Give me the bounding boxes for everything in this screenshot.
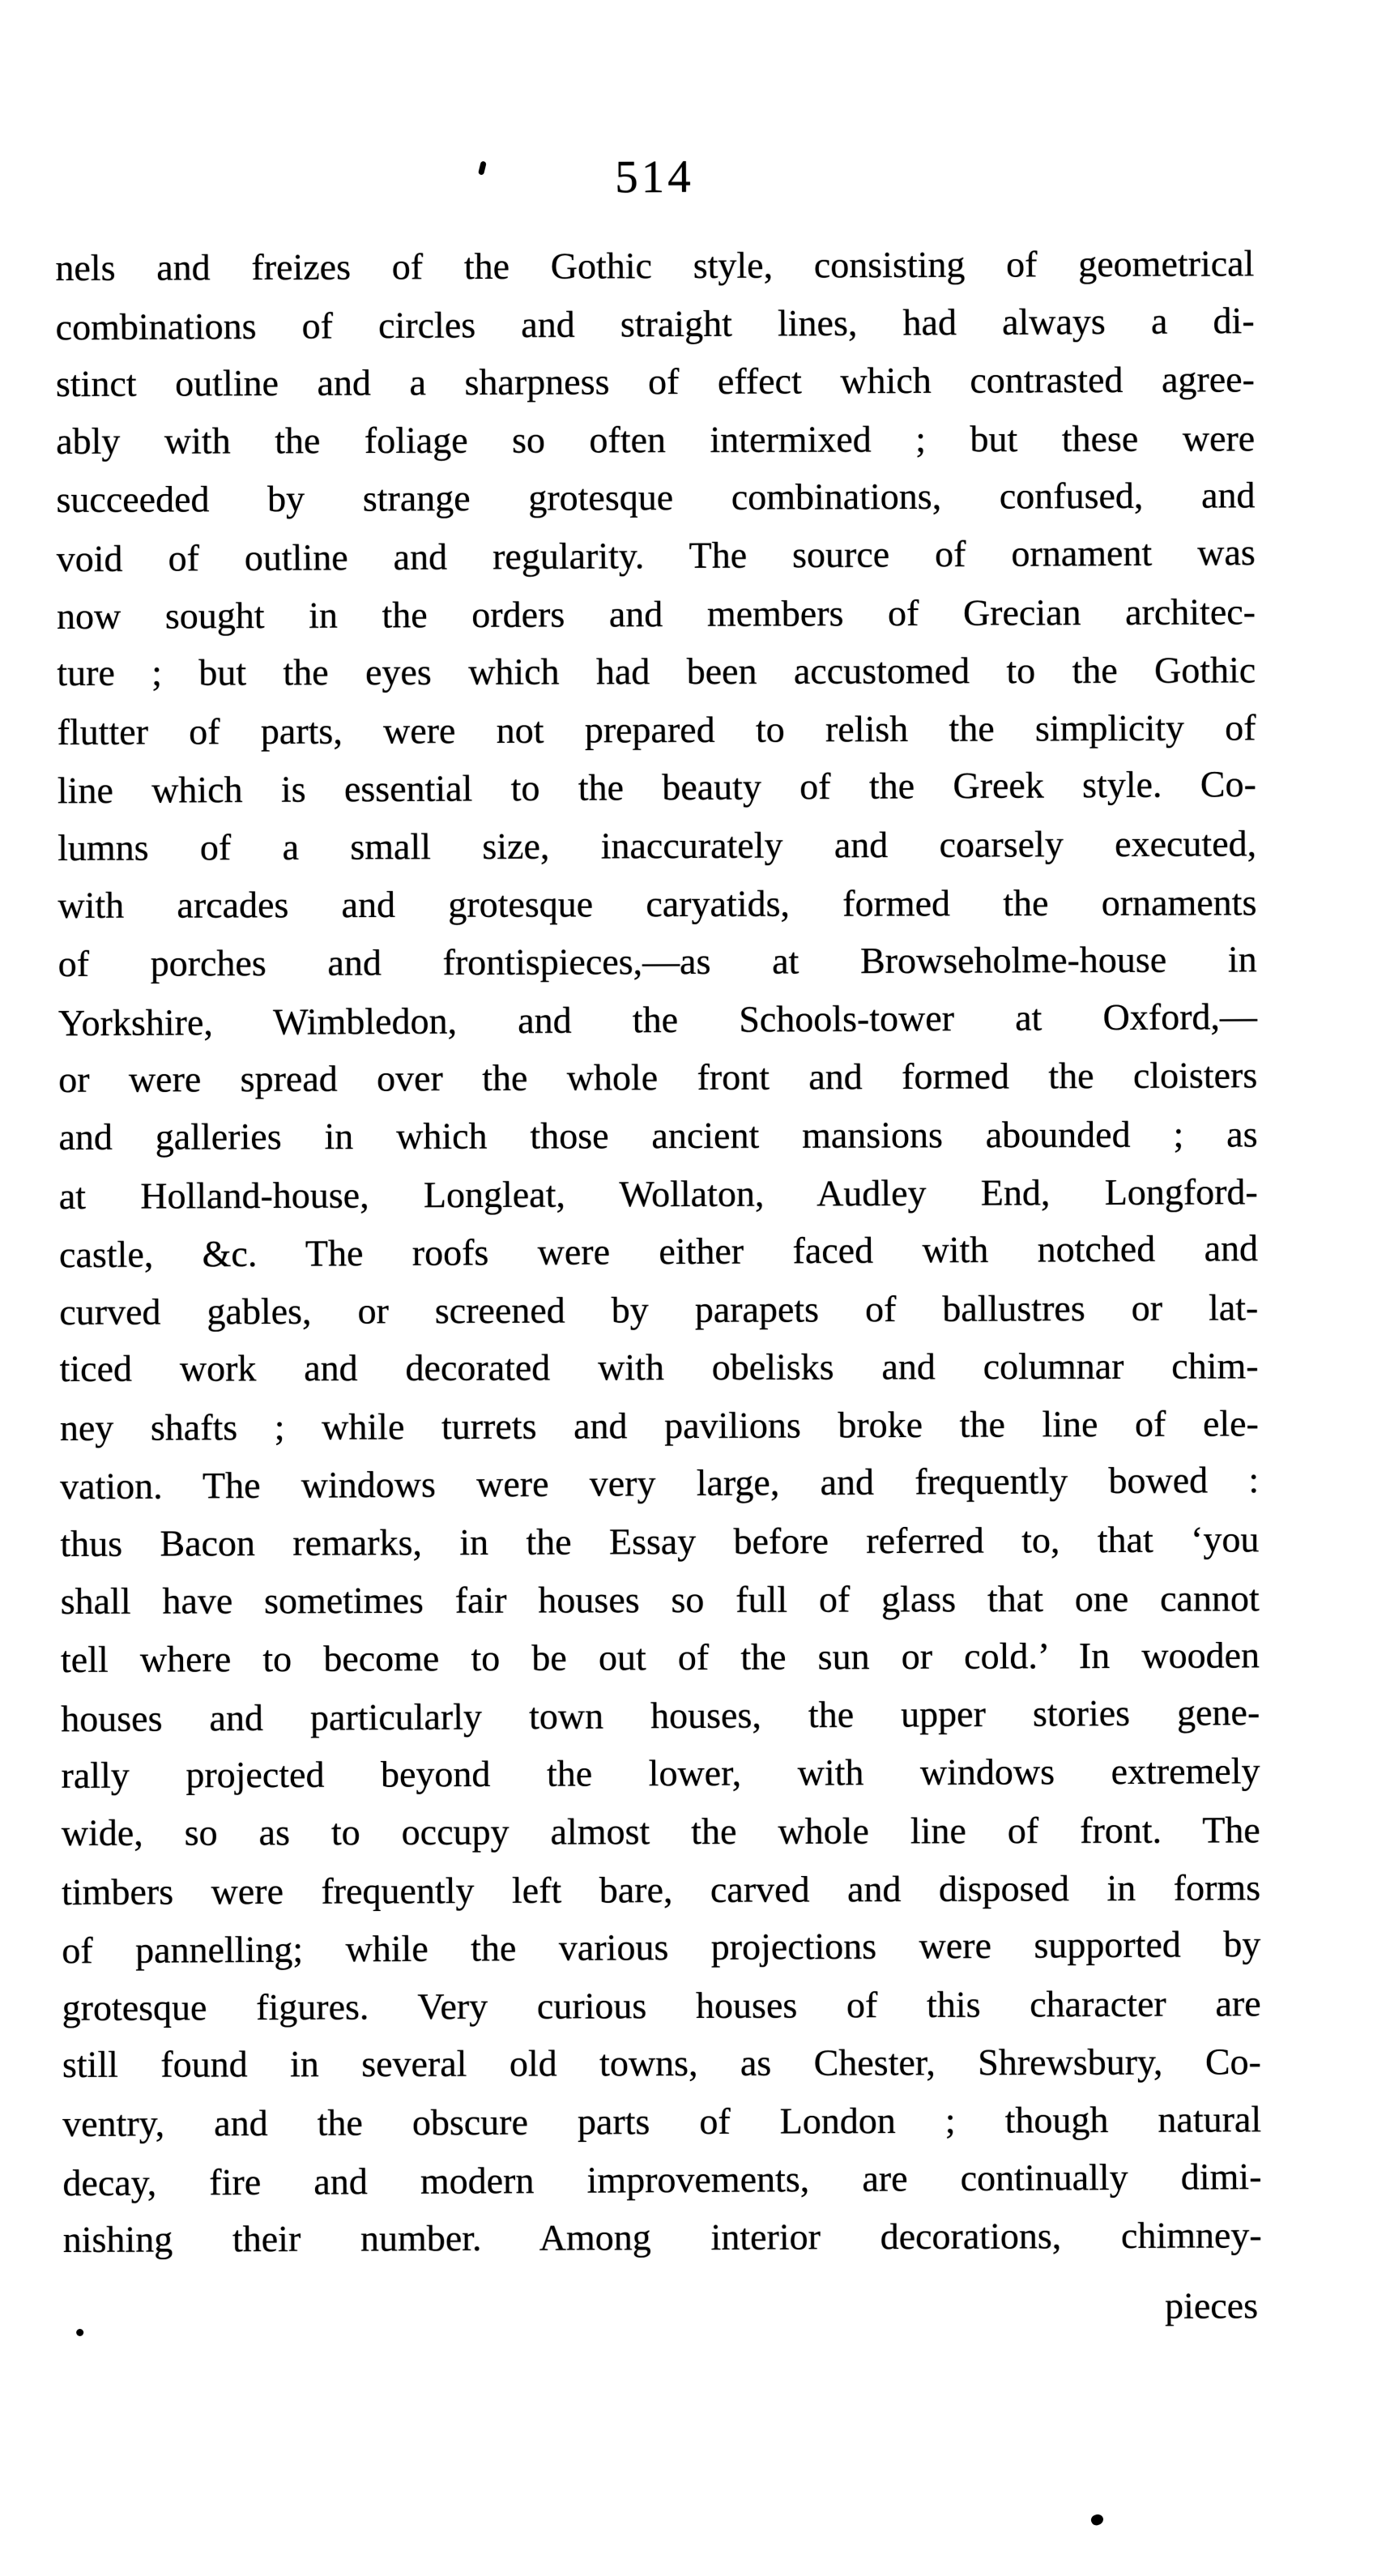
catchword-row — [63, 2284, 1258, 2331]
ink-speck — [1089, 2513, 1105, 2527]
text-line: vation. The windows were very large, and frequently bowed : — [60, 1459, 1260, 1508]
text-line: combinations of circles and straight lines, had always a di- — [55, 299, 1255, 348]
text-line: and galleries in which those ancient mansions abounded ; as — [58, 1113, 1258, 1158]
text-line: of pannelling; while the various projections were supported by — [62, 1923, 1261, 1972]
catchword: pieces — [1165, 2284, 1259, 2327]
page-header — [55, 148, 1254, 206]
text-line: lumns of a small size, inaccurately and coarsely executed, — [58, 822, 1257, 868]
text-line: timbers were frequently left bare, carved and disposed in forms — [61, 1866, 1261, 1913]
text-line: still found in several old towns, as Chester, Shrewsbury, Co- — [62, 2041, 1261, 2086]
text-line: curved gables, or screened by parapets of ballustres or lat- — [59, 1286, 1259, 1333]
text-line: decay, fire and modern improvements, are continually dimi- — [62, 2155, 1262, 2203]
body-text — [55, 234, 1262, 2268]
text-line: of porches and frontispieces,—as at Browseholme-house in — [58, 938, 1257, 985]
text-line: now sought in the orders and members of Grecian architec- — [56, 590, 1256, 637]
text-line: rally projected beyond the lower, with windows extremely — [61, 1750, 1260, 1797]
text-line: ture ; but the eyes which had been accustomed to the Gothic — [57, 649, 1256, 694]
text-line: ventry, and the obscure parts of London ; though natural — [62, 2098, 1262, 2145]
text-line: flutter of parts, were not prepared to relish the simplicity of — [57, 706, 1256, 753]
text-line: thus Bacon remarks, in the Essay before referred to, that ‘you — [60, 1518, 1260, 1565]
text-line: tell where to become to be out of the sun or cold.’ In wooden — [60, 1634, 1260, 1681]
text-line: line which is essential to the beauty of the Greek style. Co- — [57, 763, 1256, 812]
text-line: nels and freizes of the Gothic style, consisting of geometrical — [55, 242, 1255, 289]
text-line: or were spread over the whole front and formed the cloisters — [58, 1054, 1258, 1101]
text-line: houses and particularly town houses, the upper stories gene- — [61, 1691, 1260, 1740]
text-line: castle, &c. The roofs were either faced with notched and — [58, 1227, 1259, 1276]
text-line: with arcades and grotesque caryatids, formed the ornaments — [58, 881, 1257, 926]
text-line: ney shafts ; while turrets and pavilions broke the line of ele- — [59, 1402, 1259, 1448]
text-line: ably with the foliage so often intermixed ; but these were — [56, 417, 1256, 462]
page-number: 514 — [615, 151, 694, 203]
ink-speck — [76, 2329, 83, 2336]
text-line: wide, so as to occupy almost the whole line of front. The — [61, 1809, 1260, 1854]
text-line: at Holland-house, Longleat, Wollaton, Audley End, Longford- — [58, 1170, 1258, 1217]
text-line: grotesque figures. Very curious houses of this character are — [62, 1982, 1261, 2028]
text-line: void of outline and regularity. The source of ornament was — [56, 531, 1256, 580]
text-line: nishing their number. Among interior decorations, chimney- — [62, 2214, 1262, 2261]
text-line: Yorkshire, Wimbledon, and the Schools-tower at Oxford,— — [58, 995, 1258, 1044]
text-line: stinct outline and a sharpness of effect which contrasted agree- — [55, 358, 1256, 405]
text-line: ticed work and decorated with obelisks and columnar chim- — [59, 1345, 1259, 1390]
text-line: shall have sometimes fair houses so full of glass that one cannot — [60, 1577, 1260, 1622]
text-line: succeeded by strange grotesque combinations, confused, and — [56, 474, 1256, 521]
